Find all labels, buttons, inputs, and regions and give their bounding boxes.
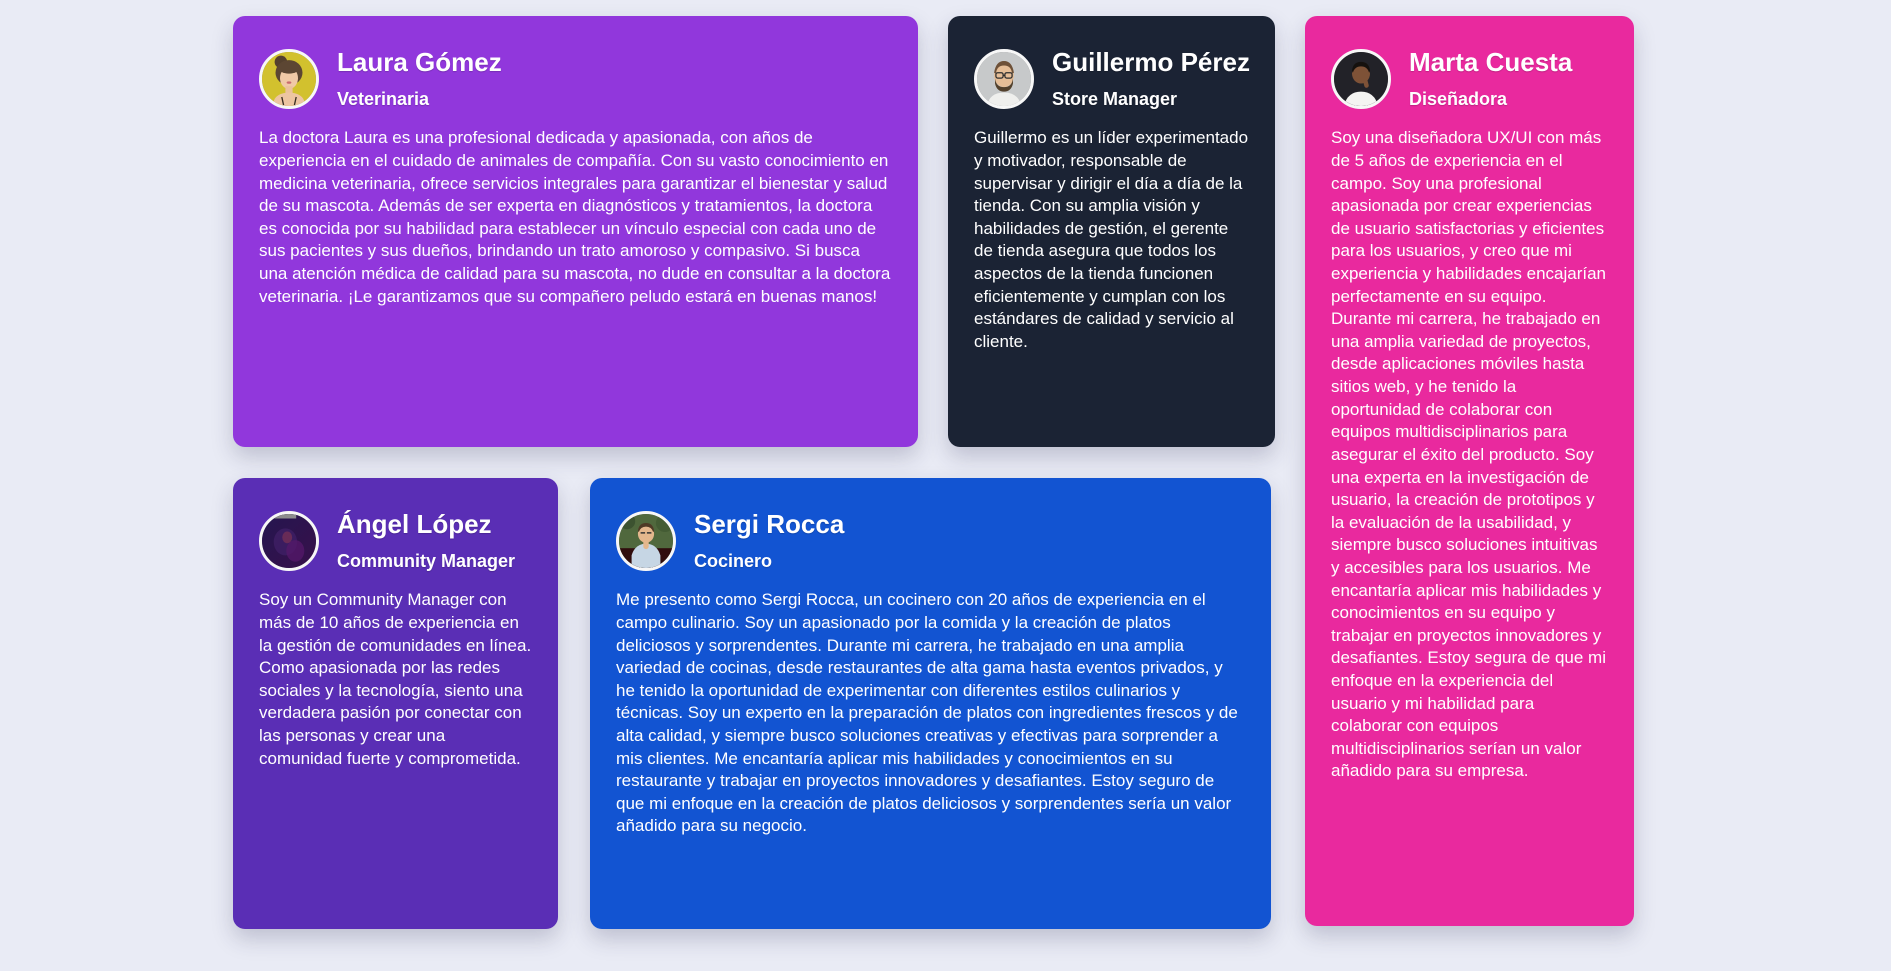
member-title: Cocinero — [694, 550, 773, 571]
member-description: La doctora Laura es una profesional dedicada y apasionada, con años de experiencia en el cuidado de animales de compañía. Con su vasto conocimiento en medicina veterinaria, ofrece servicios integrales para garantizar el bienestar y salud de su mascota. Además de ser experta en diagnósticos y tratamientos, la doctora es conocida por su habilidad para establecer un vínculo especial con cada uno de sus pacientes y sus dueños, brindando un trato amoroso y compasivo. Si busca una atención médica de calidad para su mascota, no dude en consultar a la doctora veterinaria. ¡Le garantizamos que su compañero peludo estará en buenas manos! — [259, 128, 891, 306]
card-header — [259, 510, 532, 571]
member-identity — [1409, 48, 1572, 109]
member-description: Guillermo es un líder experimentado y motivador, responsable de supervisar y dirigir el día a día de la tienda. Con su amplia visión y habilidades de gestión, el gerente de tienda asegura que todos los aspectos de la tienda funcionen eficientemente y cumplan con los estándares de calidad y servicio al cliente. — [974, 128, 1249, 351]
member-title: Veterinaria — [337, 88, 430, 109]
member-description: Soy un Community Manager con más de 10 años de experiencia en la gestión de comunidades en línea. Como apasionada por las redes sociales y la tecnología, siento una verdadera pasión por conectar con las personas y crear una comunidad fuerte y comprometida. — [259, 590, 532, 768]
card-header — [1331, 48, 1608, 109]
profile-card-laura-gomez — [233, 16, 918, 447]
member-title: Store Manager — [1052, 88, 1178, 109]
member-identity — [337, 48, 502, 109]
member-name: Ángel López — [337, 509, 492, 539]
card-header — [974, 48, 1249, 109]
profile-card-guillermo-perez — [948, 16, 1275, 447]
member-name: Laura Gómez — [337, 47, 502, 77]
member-description: Soy una diseñadora UX/UI con más de 5 años de experiencia en el campo. Soy una profesional apasionada por crear experiencias de usuario satisfactorias y eficientes para los usuarios, y creo que mi experiencia y habilidades encajarían perfectamente en su equipo. Durante mi carrera, he trabajado en una amplia variedad de proyectos, desde aplicaciones móviles hasta sitios web, y he tenido la oportunidad de colaborar con equipos multidisciplinarios para asegurar el éxito del producto. Soy una experta en la investigación de usuario, la creación de prototipos y la evaluación de la usabilidad, y siempre busco soluciones intuitivas y accesibles para los usuarios. Me encantaría aplicar mis habilidades y conocimientos en su equipo y trabajar en proyectos innovadores y desafiantes. Estoy segura de que mi enfoque en la experiencia del usuario y mi habilidad para colaborar con equipos multidisciplinarios serían un valor añadido para su empresa. — [1331, 128, 1607, 781]
member-identity — [1052, 48, 1250, 109]
profile-card-angel-lopez — [233, 478, 558, 929]
avatar-marta-cuesta — [1331, 49, 1391, 109]
profile-card-sergi-rocca — [590, 478, 1271, 929]
card-header — [616, 510, 1245, 571]
member-name: Marta Cuesta — [1409, 47, 1573, 77]
profile-cards-grid — [233, 16, 1634, 955]
member-name: Guillermo Pérez — [1052, 47, 1250, 77]
member-title: Diseñadora — [1409, 88, 1508, 109]
member-description: Me presento como Sergi Rocca, un cocinero con 20 años de experiencia en el campo culinario. Soy un apasionado por la comida y la creación de platos deliciosos y sorprendentes. Durante mi carrera, he trabajado en una amplia variedad de cocinas, desde restaurantes de alta gama hasta eventos privados, y he tenido la oportunidad de experimentar con diferentes estilos culinarios y técnicas. Soy un experto en la preparación de platos con ingredientes frescos y de alta calidad, y siempre busco soluciones creativas y efectivas para sorprender a mis clientes. Me encantaría aplicar mis habilidades y conocimientos en su restaurante y trabajar en proyectos innovadores y desafiantes. Estoy seguro de que mi enfoque en la creación de platos deliciosos y sorprendentes sería un valor añadido para su negocio. — [616, 590, 1238, 836]
card-header — [259, 48, 892, 109]
page-background — [0, 16, 1891, 971]
avatar-angel-lopez — [259, 511, 319, 571]
avatar-sergi-rocca — [616, 511, 676, 571]
member-identity — [337, 510, 515, 571]
avatar-guillermo-perez — [974, 49, 1034, 109]
member-title: Community Manager — [337, 550, 516, 571]
profile-card-marta-cuesta — [1305, 16, 1634, 926]
member-identity — [694, 510, 844, 571]
member-name: Sergi Rocca — [694, 509, 845, 539]
avatar-laura-gomez — [259, 49, 319, 109]
